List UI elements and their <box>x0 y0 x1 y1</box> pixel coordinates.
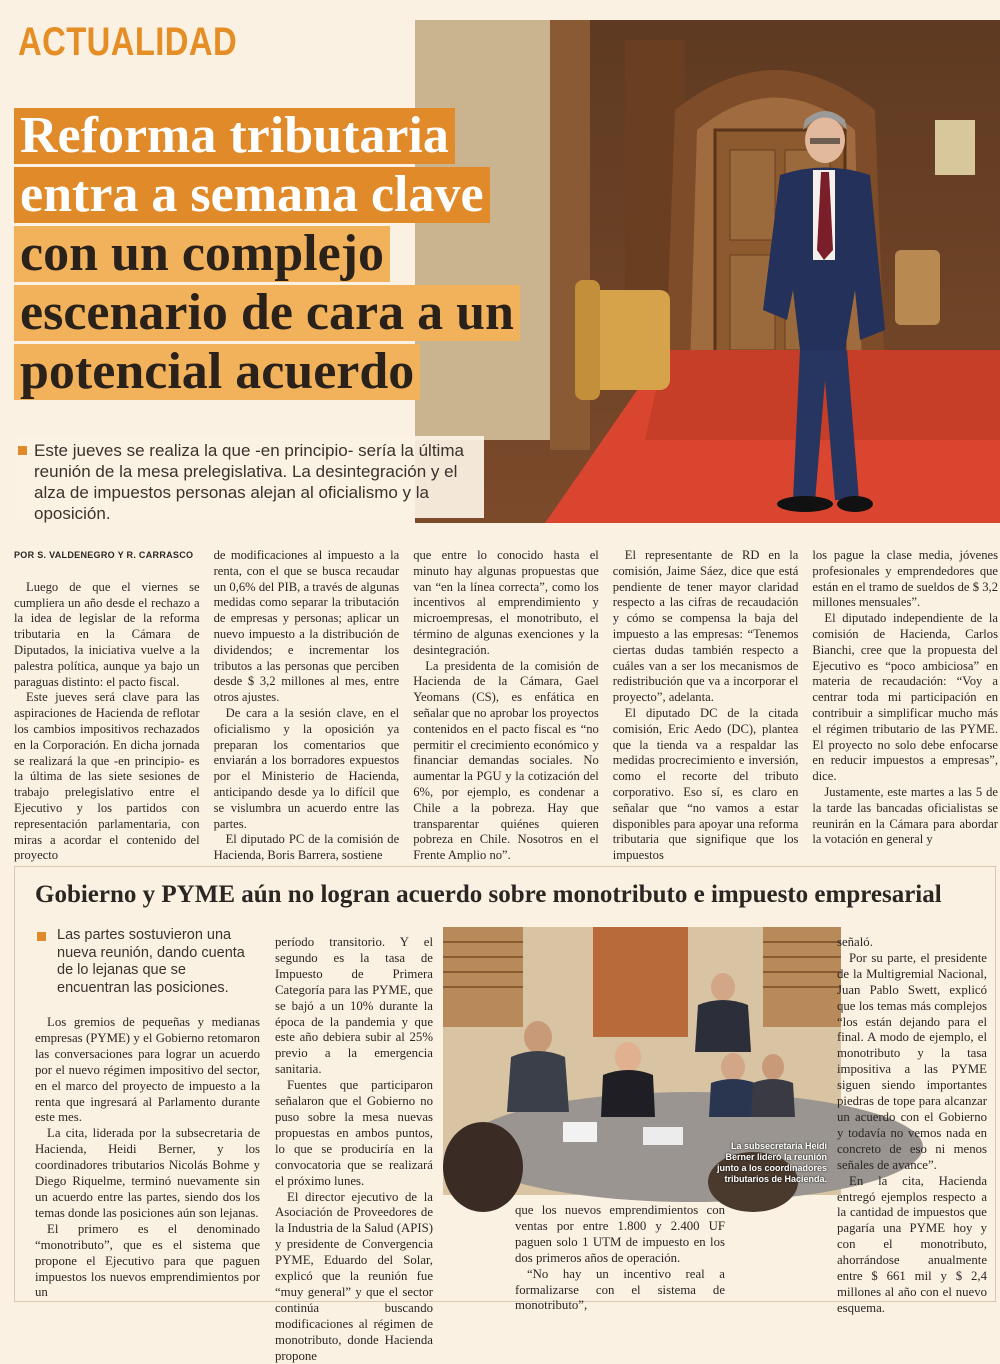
box-lede-text: Las partes sostuvieron una nueva reunión, dando cuenta de lo lejanas que se encuentran las posiciones. <box>57 927 245 996</box>
paragraph: El primero es el denominado “monotributo”, que es el sistema que propone el Ejecutivo para que paguen impuestos los nuevos emprendimientos por un <box>35 1222 260 1302</box>
paragraph: De cara a la sesión clave, en el oficialismo y la oposición ya preparan los comentarios que enviarán a los borradores expuestos por el Ministerio de Hacienda, anticipando desde ya lo difícil que se vislumbra un acuerdo entre las partes. <box>214 706 400 832</box>
paragraph: Luego de que el viernes se cumpliera un año desde el rechazo a la idea de legislar de la reforma tributaria en la Cámara de Diputados, la iniciativa vuelve a la palestra política, aunque ya bajo un paraguas distinto: el pacto fiscal. <box>14 580 200 691</box>
headline-line: potencial acuerdo <box>14 344 420 400</box>
meeting-photo <box>443 927 841 1195</box>
paragraph: “No hay un incentivo real a formalizarse con el sistema de monotributo”, <box>515 1267 725 1315</box>
headline-line: Reforma tributaria <box>14 108 455 164</box>
paragraph: los pague la clase media, jóvenes profesionales y emprendedores que están en el tramo de sueldos de $ 3,2 millones mensuales”. <box>812 548 998 611</box>
paragraph: que los nuevos emprendimientos con ventas por entre 1.800 y 2.400 UF paguen solo 1 UTM de impuesto en los dos primeros años de operación. <box>515 1203 725 1267</box>
paragraph: de modificaciones al impuesto a la renta, con el que se busca recaudar un 0,6% del PIB, a través de algunas medidas como separar la tributación de empresas y personas; aplicar un nuevo impuesto a la distribución de dividendos; e incrementar los tributos a las personas que perciben desde $ 3,2 millones al mes, entre otros ajustes. <box>214 548 400 706</box>
article-column <box>812 548 998 864</box>
lede <box>14 436 484 518</box>
section-label: ACTUALIDAD <box>18 20 237 65</box>
paragraph: señaló. <box>837 935 987 951</box>
box-column <box>515 1203 725 1297</box>
bullet-square-icon <box>37 932 46 941</box>
paragraph: En la cita, Hacienda entregó ejemplos respecto a la cantidad de impuestos que pagaría una PYME hoy y con el monotributo, ahorrándose anualmente entre $ 661 mil y $ 2,4 millones al año con el nuevo esquema. <box>837 1174 987 1317</box>
headline-line: con un complejo <box>14 226 390 282</box>
paragraph: que entre lo conocido hasta el minuto hay algunas propuestas que van “en la línea correcta”, como los incentivos al emprendimiento y microempresas, el monotributo, el término de algunas exenciones y la desintegración. <box>413 548 599 659</box>
sidebar-box <box>14 866 996 1302</box>
bullet-square-icon <box>18 446 27 455</box>
box-column <box>35 1015 260 1297</box>
lede-text: Este jueves se realiza la que -en principio- sería la última reunión de la mesa prelegislativa. La desintegración y el alza de impuestos personas alejan al oficialismo y la oposición. <box>34 441 464 523</box>
paragraph: El director ejecutivo de la Asociación de Proveedores de la Industria de la Salud (APIS) y presidente de Convergencia PYME, Eduardo del Solar, explicó que la reunión fue “muy general” y que el sector continúa buscando modificaciones al régimen de monotributo, donde Hacienda propone <box>275 1190 433 1364</box>
paragraph: El representante de RD en la comisión, Jaime Sáez, dice que está pendiente de tener mayor claridad respecto a las cifras de recaudación y cómo se compensa la baja del impuesto a las empresas: “Tenemos ciertas dudas también respecto a cuáles van a ser los mecanismos de redistribución que va a incorporar el proyecto”, adelanta. <box>613 548 799 706</box>
paragraph: período transitorio. Y el segundo es la tasa de Impuesto de Primera Categoría para las PYME, que se bajó a un 10% durante la época de la pandemia y que este año debiera subir al 25% previo a la emergencia sanitaria. <box>275 935 433 1078</box>
article-body <box>14 548 998 856</box>
headline-line: entra a semana clave <box>14 167 490 223</box>
paragraph: El diputado PC de la comisión de Hacienda, Boris Barrera, sostiene <box>214 832 400 864</box>
paragraph: Los gremios de pequeñas y medianas empresas (PYME) y el Gobierno retomaron las conversaciones para lograr un acuerdo por el nuevo régimen impositivo del sector, en el marco del proyecto de impuesto a la renta que ingresará al Parlamento durante este mes. <box>35 1015 260 1126</box>
paragraph: El diputado DC de la citada comisión, Eric Aedo (DC), plantea que la tienda va a respaldar las medidas procrecimiento e inversión, como el recorte del tributo corporativo. Eso sí, es claro en señalar que “no vamos a estar disponibles para apoyar una reforma tributaria que signifique que los impuestos <box>613 706 799 864</box>
paragraph: La cita, liderada por la subsecretaria de Hacienda, Heidi Berner, y los coordinadores tributarios Nicolás Bohme y Diego Riquelme, terminó nuevamente sin un acuerdo entre las partes, siendo dos los temas donde las posiciones aún son lejanas. <box>35 1126 260 1221</box>
box-lede <box>35 927 260 997</box>
article-column <box>613 548 799 864</box>
paragraph: La presidenta de la comisión de Hacienda de la Cámara, Gael Yeomans (CS), es enfática en señalar que no aprobar los proyectos contenidos en el pacto fiscal es “no permitir el crecimiento económico y financiar demandas sociales. No aumentar la PGU y la cotización del 6%, por ejemplo, es condenar a Chile a la pobreza. Hay que transparentar quiénes quieren pobreza en Chile. Nosotros en el Frente Amplio no”. <box>413 659 599 864</box>
paragraph: Por su parte, el presidente de la Multigremial Nacional, Juan Pablo Swett, explicó que los temas más complejos “los están dejando para el final. A modo de ejemplo, el monotributo y la tasa impositiva a las PYME siguen siendo importantes piedras de tope para alcanzar un acuerdo con el Gobierno y todavía no vemos nada en concreto de eso ni menos señales de avance”. <box>837 951 987 1174</box>
box-column <box>837 935 987 1297</box>
paragraph: Fuentes que participaron señalaron que el Gobierno no puso sobre la mesa nuevas propuestas en ambos puntos, lo que se produciría en la convocatoria que se realizará el próximo lunes. <box>275 1078 433 1189</box>
article-column <box>413 548 599 864</box>
box-title: Gobierno y PYME aún no logran acuerdo sobre monotributo e impuesto empresarial <box>35 881 942 909</box>
paragraph: Justamente, este martes a las 5 de la tarde las bancadas oficialistas se reunirán en la Cámara para abordar la votación en general y <box>812 785 998 848</box>
byline: POR S. VALDENEGRO Y R. CARRASCO <box>14 548 200 564</box>
article-column <box>14 548 200 864</box>
paragraph: El diputado independiente de la comisión de Hacienda, Carlos Bianchi, cree que la propuesta del Ejecutivo es “poco ambiciosa” en materia de recaudación: “Voy a centrar toda mi participación en contribuir a simplificar mucho más el régimen tributario de las PYME. El proyecto no solo debe enfocarse en reducir impuestos a empresas”, dice. <box>812 611 998 785</box>
headline-line: escenario de cara a un <box>14 285 520 341</box>
headline <box>14 108 574 403</box>
article-column <box>214 548 400 864</box>
photo-caption: La subsecretaria Heidi Berner lideró la reunión junto a los coordinadores tributarios de Hacienda. <box>709 1141 827 1185</box>
box-column <box>275 935 433 1297</box>
paragraph: Este jueves será clave para las aspiraciones de Hacienda de reflotar los cambios impositivos rechazados en la Corporación. En dicha jornada se realizará la que -en principio- es la última de las siete sesiones de trabajo prelegislativo entre el Ejecutivo y los partidos con representación parlamentaria, con miras a acordar el contenido del proyecto <box>14 690 200 864</box>
